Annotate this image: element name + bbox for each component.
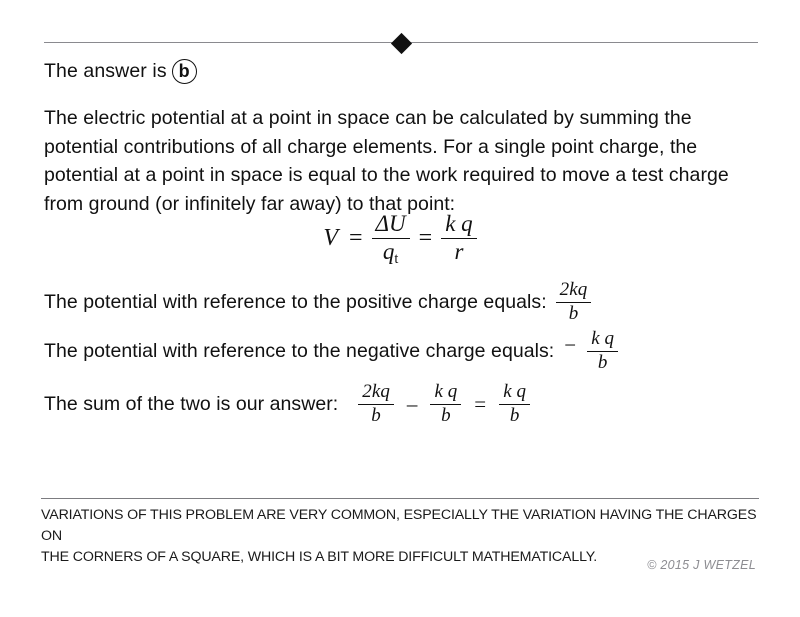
- answer-prefix-label: The answer is: [44, 60, 167, 82]
- explanation-line-2: potential contributions of all charge elements. For a single point charge, the: [44, 135, 698, 158]
- fraction-numerator: k q: [434, 381, 458, 402]
- footer-note-line-2: THE CORNERS OF A SQUARE, WHICH IS A BIT MORE DIFFICULT MATHEMATICALLY.: [41, 549, 598, 565]
- sum-equals-operator: =: [474, 392, 487, 417]
- main-equation: [0, 212, 800, 265]
- footer-divider: [41, 498, 759, 499]
- fraction-denominator: r: [441, 238, 476, 265]
- explanation-line-3: potential at a point in space is equal to the work required to move a test charge: [44, 164, 729, 186]
- fraction-denominator: [372, 238, 410, 265]
- answer-choice-badge: b: [172, 59, 197, 84]
- main-equation-fraction-2: [441, 212, 476, 265]
- header-divider: [44, 42, 758, 44]
- negative-charge-fraction: [587, 329, 618, 373]
- statement-positive-charge: [44, 280, 591, 324]
- statement-text: The sum of the two is our answer:: [44, 393, 339, 416]
- explanation-line-4: from ground (or infinitely far away) to that point:: [44, 192, 456, 215]
- fraction-numerator: k q: [503, 381, 527, 402]
- main-equation-equals-2: =: [418, 224, 433, 251]
- statement-sum: [44, 382, 530, 426]
- copyright-notice: © 2015 J WETZEL: [647, 558, 756, 572]
- footer-note-line-1: VARIATIONS OF THIS PROBLEM ARE VERY COMMON, ESPECIALLY THE VARIATION HAVING THE CHARGES ON: [41, 507, 757, 544]
- positive-charge-fraction: [556, 280, 592, 324]
- fraction-denominator: b: [587, 351, 618, 374]
- fraction-numerator: k q: [591, 328, 615, 349]
- main-equation-equals-1: =: [349, 224, 363, 251]
- statement-text: The potential with reference to the positive charge equals:: [44, 291, 547, 314]
- fraction-numerator: 2kq: [362, 381, 390, 402]
- statement-negative-charge: [44, 329, 618, 373]
- sum-minus-operator: –: [406, 392, 418, 417]
- explanation-line-1: The electric potential at a point in space can be calculated by summing the: [44, 107, 692, 129]
- fraction-numerator: ΔU: [375, 211, 406, 236]
- explanation-paragraph: [44, 104, 760, 218]
- fraction-numerator: k q: [445, 211, 473, 236]
- denominator-base: q: [382, 238, 395, 264]
- fraction-denominator: b: [430, 404, 461, 427]
- main-equation-fraction-1: [372, 212, 410, 265]
- fraction-denominator: b: [499, 404, 530, 427]
- fraction-numerator: 2kq: [559, 279, 588, 300]
- statement-text: The potential with reference to the negative charge equals:: [44, 340, 555, 363]
- denominator-subscript: t: [394, 250, 399, 267]
- answer-line: [44, 58, 197, 84]
- negative-sign: −: [564, 333, 577, 358]
- sum-result-fraction: [499, 382, 530, 426]
- diamond-marker-icon: [390, 32, 411, 53]
- sum-term-1-fraction: [358, 382, 394, 426]
- fraction-denominator: b: [556, 302, 592, 325]
- main-equation-lhs: V: [323, 224, 338, 251]
- sum-term-2-fraction: [430, 382, 461, 426]
- fraction-denominator: b: [358, 404, 394, 427]
